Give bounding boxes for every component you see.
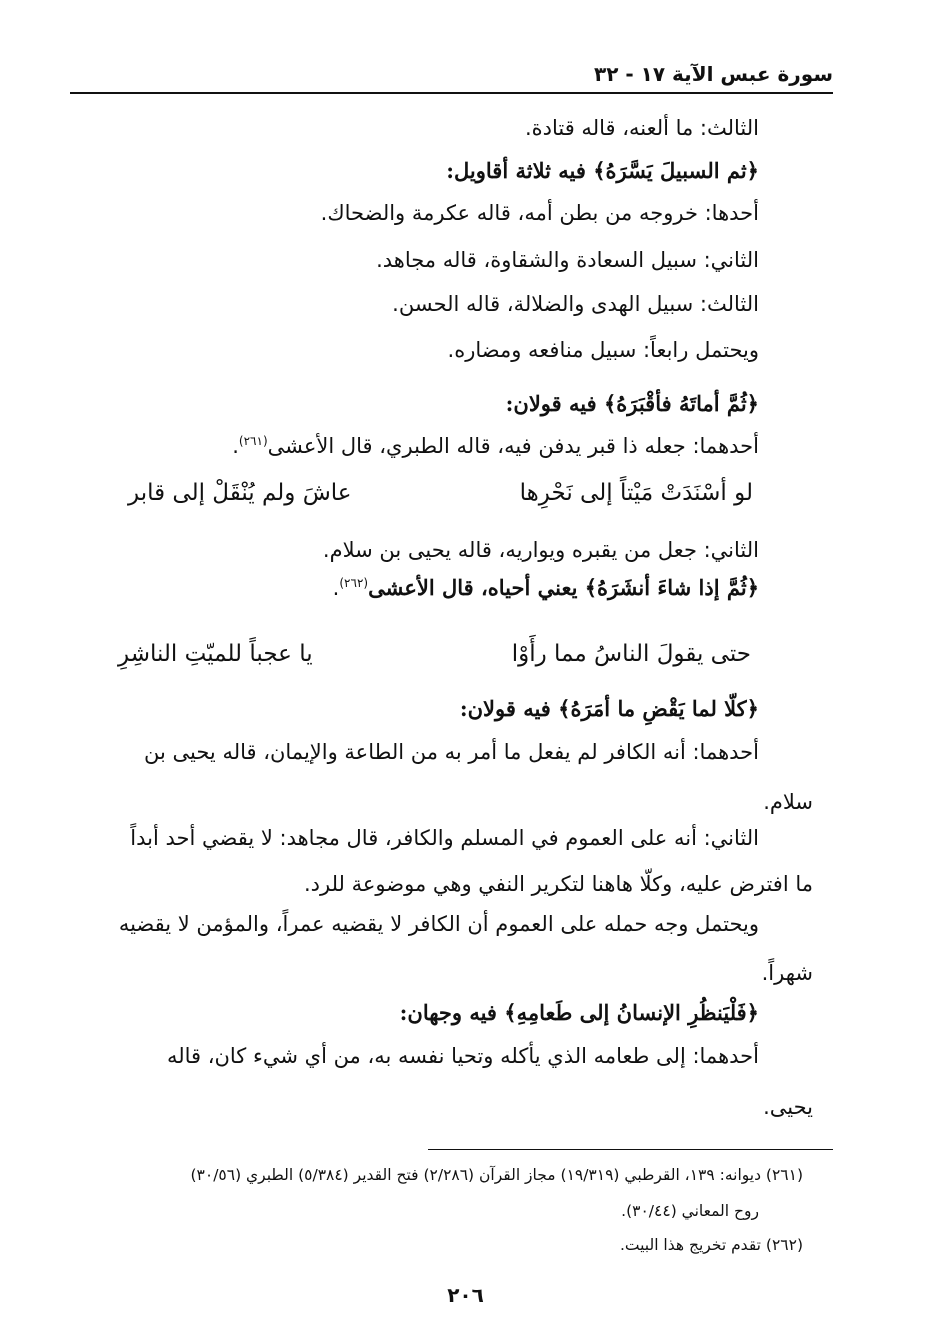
verse-text: ﴿ثُمَّ إذا شاءَ أنشَرَهُ﴾ يعني أحياه، قال الأعشى (368, 575, 759, 600)
footnote-262: (٢٦٢) تقدم تخريج هذا البيت. (619, 1236, 803, 1254)
poem-2-right-hemistich: حتى يقولَ الناسُ مما رأَوْا (511, 641, 751, 667)
poem-1-right-hemistich: لو أسْنَدَتْ مَيْتاً إلى نَحْرِها (519, 480, 753, 506)
text-line: يحيى. (763, 1095, 813, 1119)
text-line: سلام. (763, 790, 813, 814)
text-line: ما افترض عليه، وكلّا هاهنا لتكرير النفي وهي موضوعة للرد. (303, 872, 813, 896)
header-rule (70, 92, 833, 94)
footnote-ref-262: (٢٦٢) (339, 576, 369, 590)
text-line: ويحتمل رابعاً: سبيل منافعه ومضاره. (447, 338, 759, 362)
page-number: ٢٠٦ (447, 1283, 484, 1307)
text-line: الثاني: أنه على العموم في المسلم والكافر، قال مجاهد: لا يقضي أحد أبداً (130, 826, 759, 850)
poem-2-left-hemistich: يا عجباً للميّتِ الناشِرِ (118, 641, 313, 667)
footnote-ref-261: (٢٦١) (238, 434, 268, 448)
verse-heading: ﴿ثُمَّ أماتَهُ فأقْبَرَهُ﴾ فيه قولان: (505, 391, 759, 416)
text-segment: أحدهما: جعله ذا قبر يدفن فيه، قاله الطبري، قال الأعشى (267, 434, 759, 458)
text-line: الثاني: جعل من يقبره ويواريه، قاله يحيى بن سلام. (322, 538, 759, 562)
text-line: شهراً. (761, 961, 813, 985)
text-line: الثالث: ما ألعنه، قاله قتادة. (524, 116, 759, 140)
text-line: الثالث: سبيل الهدى والضلالة، قاله الحسن. (392, 292, 759, 316)
verse-heading: ﴿ثم السبيلَ يَسَّرَهُ﴾ فيه ثلاثة أقاويل: (446, 158, 759, 183)
verse-heading: ﴿كلّا لما يَقْضِ ما أمَرَهُ﴾ فيه قولان: (459, 696, 759, 721)
running-header: سورة عبس الآية ١٧ - ٣٢ (594, 62, 833, 86)
period: . (232, 434, 239, 458)
footnote-rule (428, 1149, 833, 1150)
text-line: أحدهما: أنه الكافر لم يفعل ما أمر به من الطاعة والإيمان، قاله يحيى بن (144, 740, 759, 764)
period: . (332, 576, 340, 600)
footnote-261-continuation: روح المعاني (٣٠/٤٤). (621, 1202, 759, 1220)
text-line-with-ref (232, 435, 759, 457)
poem-1-left-hemistich: عاشَ ولم يُنْقَلْ إلى قابر (128, 480, 352, 506)
footnote-261: (٢٦١) ديوانه: ١٣٩، القرطبي (١٩/٣١٩) مجاز القرآن (٢/٢٨٦) فتح القدير (٥/٣٨٤) الطبري (٣٠/٥٦) (190, 1166, 803, 1184)
text-line: الثاني: سبيل السعادة والشقاوة، قاله مجاهد. (376, 248, 759, 272)
text-line: ويحتمل وجه حمله على العموم أن الكافر لا يقضيه عمراً، والمؤمن لا يقضيه (118, 912, 759, 936)
verse-heading-with-ref (333, 577, 759, 599)
text-line: أحدهما: إلى طعامه الذي يأكله وتحيا نفسه به، من أي شيء كان، قاله (166, 1044, 759, 1068)
verse-heading: ﴿فَلْيَنظُرِ الإنسانُ إلى طَعامِهِ﴾ فيه وجهان: (399, 1000, 759, 1025)
text-line: أحدها: خروجه من بطن أمه، قاله عكرمة والضحاك. (320, 201, 759, 225)
